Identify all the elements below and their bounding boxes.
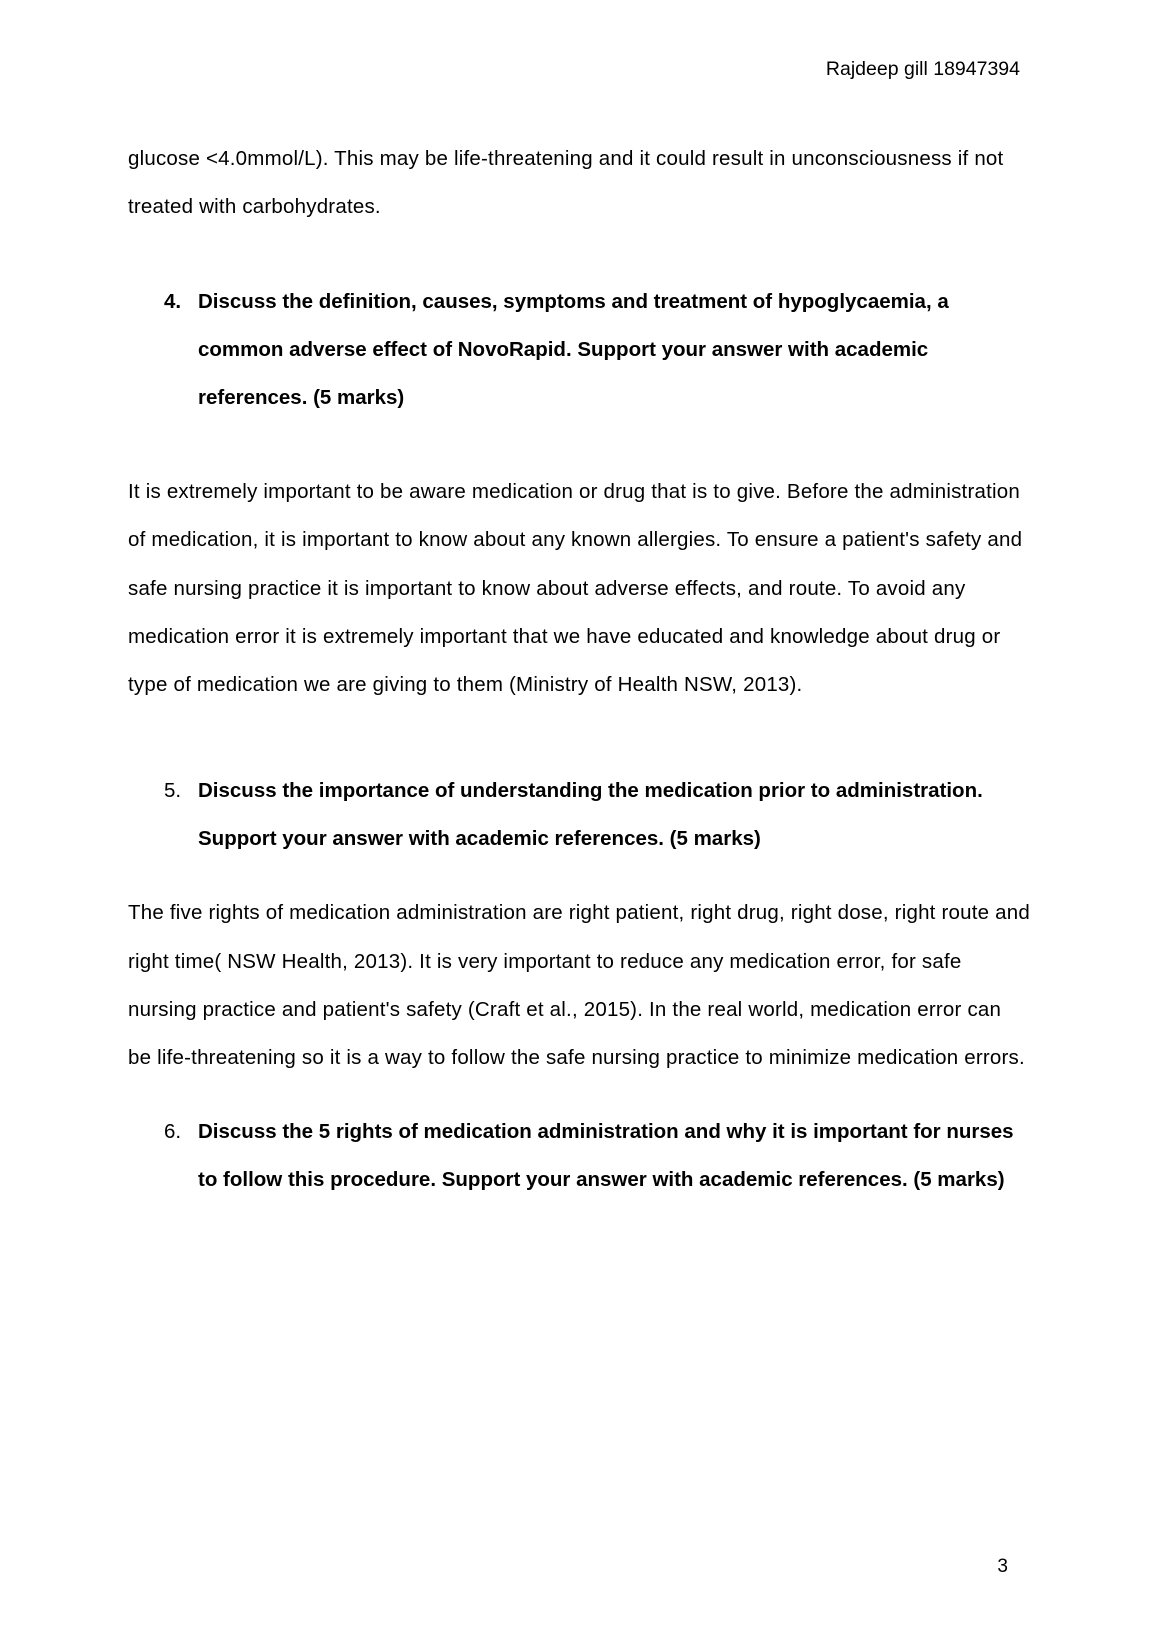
list-item-label: Discuss the 5 rights of medication administration and why it is important for nurses to follow this procedure. Support your answer with academic references. (5 marks) — [198, 1120, 1014, 1192]
spacer — [128, 1082, 1030, 1108]
page-header — [128, 56, 1030, 83]
list-item — [128, 1108, 1030, 1204]
paragraph-answer-q5: The five rights of medication administration are right patient, right drug, right dose, right route and right time( NSW Health, 2013). It is very important to reduce any medication error, for safe nursing practice and patient's safety (Craft et al., 2015). In the real world, medication error can be life-threatening so it is a way to follow the safe nursing practice to minimize medication errors. — [128, 901, 1030, 1069]
list-item — [128, 767, 1030, 863]
list-item-number: 6. — [164, 1120, 182, 1144]
list-item-number: 4. — [164, 289, 182, 313]
header-author-text: Rajdeep gill 18947394 — [825, 58, 1020, 80]
paragraph-continued: glucose <4.0mmol/L). This may be life-threatening and it could result in unconsciousness if not treated with carbohydrates. — [128, 147, 1004, 219]
list-item-label: Discuss the importance of understanding the medication prior to administration. Support your answer with academic references. (5 marks) — [198, 779, 983, 851]
list-item — [128, 278, 1030, 423]
list-item-number: 5. — [164, 779, 182, 803]
spacer — [128, 863, 1030, 889]
spacer — [128, 232, 1030, 278]
question-list-4 — [128, 278, 1030, 423]
question-list-6 — [128, 1108, 1030, 1204]
paragraph-answer-q4: It is extremely important to be aware medication or drug that is to give. Before the administration of medication, it is important to know about any known allergies. To ensure a patient's safety and safe nursing practice it is important to know about adverse effects, and route. To avoid any medication error it is extremely important that we have educated and knowledge about drug or type of medication we are giving to them (Ministry of Health NSW, 2013). — [128, 480, 1023, 696]
spacer — [128, 709, 1030, 767]
page-number: 3 — [997, 1556, 1008, 1577]
list-item-label: Discuss the definition, causes, symptoms and treatment of hypoglycaemia, a common adverse effect of NovoRapid. Support your answer with academic references. (5 marks) — [198, 289, 949, 409]
question-list-5 — [128, 767, 1030, 863]
spacer — [128, 422, 1030, 468]
